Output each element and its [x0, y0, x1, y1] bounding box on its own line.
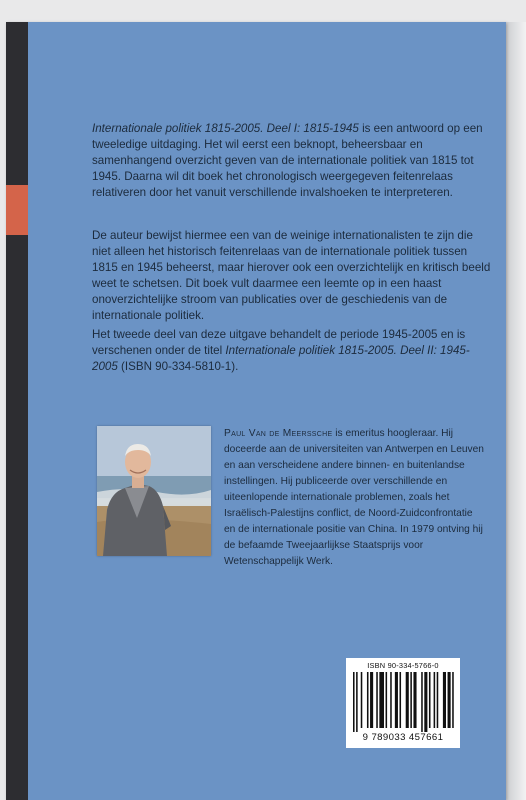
- barcode-bar: [390, 672, 392, 728]
- second-volume-title-italic: Internationale politiek 1815-2005. Deel II: 1945-2005: [92, 344, 470, 373]
- blurb-paragraph-2: De auteur bewijst hiermee een van de weinige internationalisten te zijn die niet alleen het historisch feitenrelaas van de internationale politiek tussen 1815 en 1945 beheerst, maar hierover ook een overzichtelijk en kritisch beeld weet te schetsen. Dit boek vult daarmee een leemte op in een haast onoverzichtelijke stroom van publicaties over de geschiedenis van de internationale politiek.: [92, 229, 491, 322]
- barcode-bar: [434, 672, 436, 728]
- barcode-bar: [376, 672, 378, 728]
- barcode-bar: [406, 672, 409, 728]
- blurb-paragraph-3-end: (ISBN 90-334-5810-1).: [117, 360, 239, 373]
- barcode-bar: [361, 672, 363, 728]
- spine-strip: [6, 22, 28, 800]
- barcode-bar: [413, 672, 416, 728]
- barcode-bar: [370, 672, 373, 728]
- barcode-bar: [400, 672, 402, 728]
- blurb-paragraph-1-text: is een antwoord op een tweeledige uitdaging. Het wil eerst een beknopt, beheersbaar en samenhangend overzicht geven van de internationale politiek van 1815 tot 1945. Daarna wil dit boek het chronologisch weergegeven feitenrelaas relativeren door het vanuit verschillende invalshoeken te interpreteren.: [92, 122, 483, 199]
- barcode-bar: [379, 672, 384, 728]
- author-bio-text: is emeritus hoogleraar. Hij doceerde aan de universiteiten van Antwerpen en Leuven en aan verscheidene andere binnen- en buitenlandse instellingen. Hij publiceerde over verschillende en uiteenlopende internationale problemen, zoals het Israëlisch-Palestijns conflict, de Noord-Zuidconfrontatie en de internationale positie van China. In 1979 ontving hij de befaamde Tweejaarlijkse Staatsprijs voor Wetenschappelijk Werk.: [224, 428, 484, 567]
- author-name: Paul Van de Meerssche: [224, 428, 333, 439]
- barcode-bar: [353, 672, 355, 732]
- barcode-bar: [395, 672, 398, 728]
- author-photo-drawing: [97, 426, 211, 556]
- barcode-bar: [367, 672, 369, 728]
- barcode-bar: [452, 672, 454, 728]
- barcode-box: [346, 658, 460, 748]
- barcode-bar: [386, 672, 388, 728]
- barcode-bar: [429, 672, 431, 728]
- author-bio: [224, 426, 484, 570]
- barcode-icon: [352, 672, 454, 732]
- blurb-paragraph-3-start: Het tweede deel van deze uitgave behandelt de periode 1945-2005 en is verschenen onder de titel: [92, 328, 466, 357]
- author-photo: [97, 426, 211, 556]
- barcode-bar: [437, 672, 439, 728]
- blurb-paragraph-1: [92, 121, 494, 201]
- barcode-bar: [410, 672, 412, 728]
- barcode-bar: [443, 672, 446, 728]
- barcode-bar: [421, 672, 423, 732]
- barcode-bar: [424, 672, 427, 732]
- isbn-label: ISBN 90-334-5766-0: [367, 661, 439, 670]
- barcode-number: 9 789033 457661: [362, 732, 444, 743]
- page-edge: [504, 22, 526, 800]
- barcode-bar: [448, 672, 451, 728]
- book-title-italic: Internationale politiek 1815-2005. Deel I: 1815-1945: [92, 122, 359, 135]
- barcode-bar: [356, 672, 358, 732]
- blurb-paragraph-3: [92, 327, 494, 375]
- spine-accent-stripe: [6, 185, 28, 235]
